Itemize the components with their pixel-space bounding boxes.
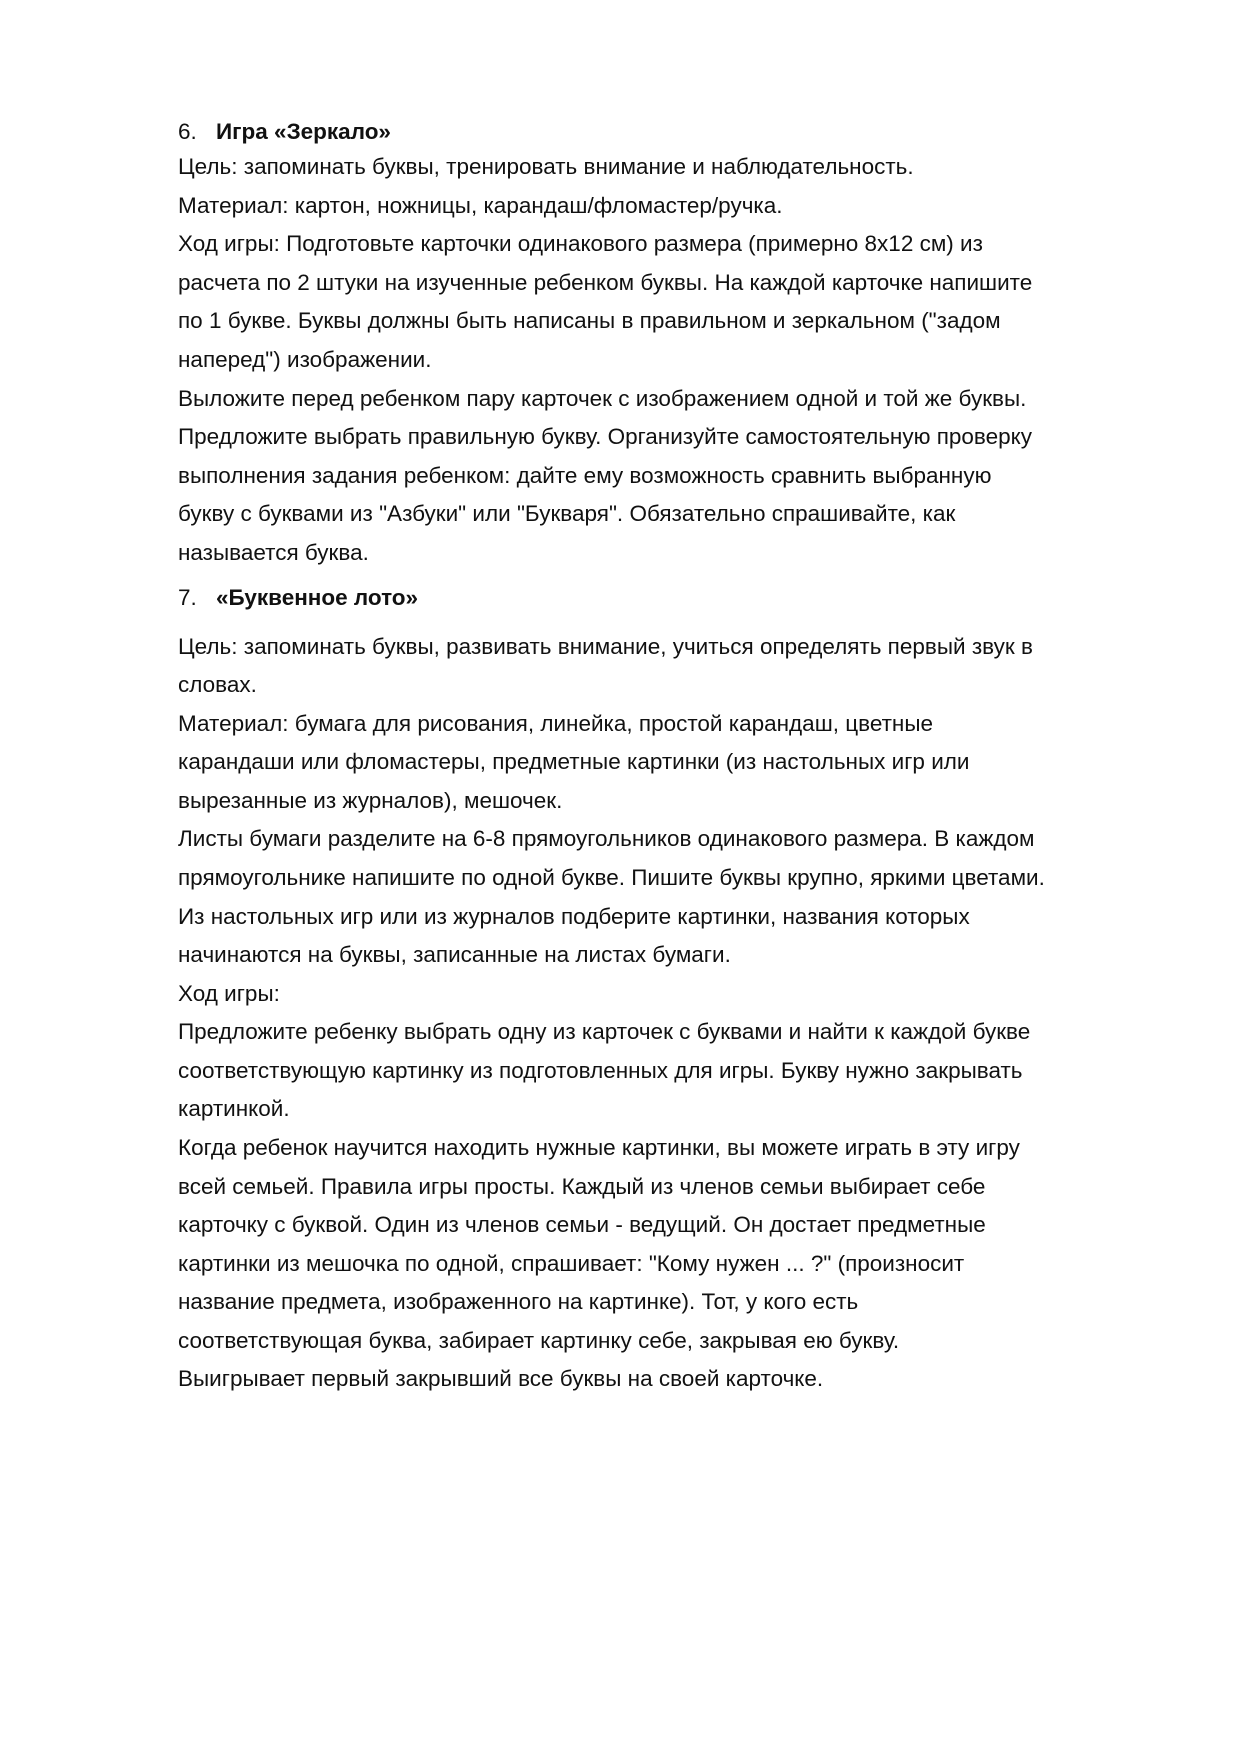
section-6-line: наперед") изображении. <box>178 347 432 372</box>
section-7-line: Выигрывает первый закрывший все буквы на своей карточке. <box>178 1366 824 1391</box>
section-7-line: карточку с буквой. Один из членов семьи - ведущий. Он достает предметные <box>178 1212 986 1237</box>
section-6-line: Выложите перед ребенком пару карточек с изображением одной и той же буквы. <box>178 386 1027 411</box>
section-7-line: Материал: бумага для рисования, линейка, простой карандаш, цветные <box>178 711 934 736</box>
section-7-line: Ход игры: <box>178 981 280 1006</box>
section-6-title: Игра «Зеркало» <box>216 119 391 144</box>
section-7-line: начинаются на буквы, записанные на листах бумаги. <box>178 942 731 967</box>
section-7-line: Листы бумаги разделите на 6-8 прямоугольников одинакового размера. В каждом <box>178 826 1035 851</box>
section-6-line: букву с буквами из "Азбуки" или "Букваря". Обязательно спрашивайте, как <box>178 501 956 526</box>
section-7-title: «Буквенное лото» <box>216 585 419 610</box>
section-7-line: картинки из мешочка по одной, спрашивает: "Кому нужен ... ?" (произносит <box>178 1251 965 1276</box>
section-7-number: 7. <box>178 585 197 610</box>
section-6-line: расчета по 2 штуки на изученные ребенком буквы. На каждой карточке напишите <box>178 270 1033 295</box>
section-7-line: прямоугольнике напишите по одной букве. Пишите буквы крупно, яркими цветами. <box>178 865 1045 890</box>
section-6-line: по 1 букве. Буквы должны быть написаны в правильном и зеркальном ("задом <box>178 308 1001 333</box>
section-6-line: Ход игры: Подготовьте карточки одинакового размера (примерно 8х12 см) из <box>178 231 983 256</box>
section-7-line: Когда ребенок научится находить нужные картинки, вы можете играть в эту игру <box>178 1135 1020 1160</box>
section-7-line: Цель: запоминать буквы, развивать внимание, учиться определять первый звук в <box>178 634 1033 659</box>
section-7-heading <box>178 583 418 613</box>
section-6-line: Предложите выбрать правильную букву. Организуйте самостоятельную проверку <box>178 424 1033 449</box>
section-7-line: вырезанные из журналов), мешочек. <box>178 788 563 813</box>
section-7-line: карандаши или фломастеры, предметные картинки (из настольных игр или <box>178 749 970 774</box>
section-7-line: соответствующую картинку из подготовленных для игры. Букву нужно закрывать <box>178 1058 1023 1083</box>
section-7-line: словах. <box>178 672 257 697</box>
section-7-line: соответствующая буква, забирает картинку себе, закрывая ею букву. <box>178 1328 900 1353</box>
section-6-line: выполнения задания ребенком: дайте ему возможность сравнить выбранную <box>178 463 992 488</box>
section-6-line: называется буква. <box>178 540 369 565</box>
section-6-number: 6. <box>178 119 197 144</box>
section-7-line: Предложите ребенку выбрать одну из карточек с буквами и найти к каждой букве <box>178 1019 1031 1044</box>
section-6-line: Цель: запоминать буквы, тренировать внимание и наблюдательность. <box>178 154 914 179</box>
section-6-line: Материал: картон, ножницы, карандаш/фломастер/ручка. <box>178 193 783 218</box>
section-7-line: всей семьей. Правила игры просты. Каждый из членов семьи выбирает себе <box>178 1174 986 1199</box>
section-7-line: Из настольных игр или из журналов подберите картинки, названия которых <box>178 904 970 929</box>
section-7-line: название предмета, изображенного на картинке). Тот, у кого есть <box>178 1289 859 1314</box>
section-6-heading <box>178 117 391 147</box>
section-7-line: картинкой. <box>178 1096 290 1121</box>
